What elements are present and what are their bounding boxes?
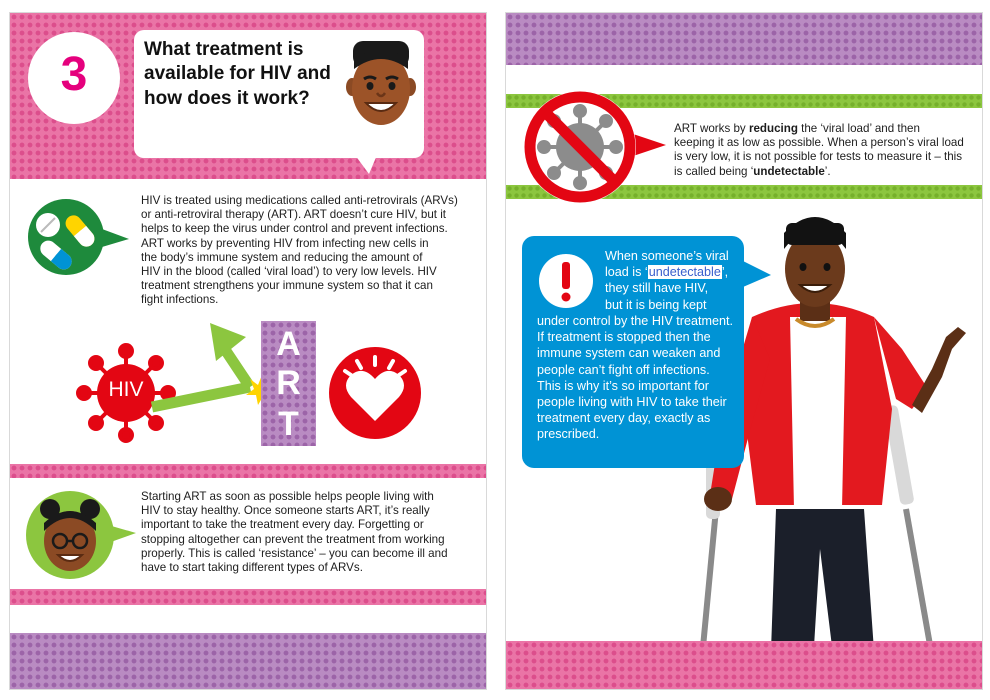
heart-icon [327,345,423,441]
resistance-text: Starting ART as soon as possible helps people living with HIV to stay healthy. Once someone starts ART, it’s really important to take the treatment every day. Forgetting or stopping altogether can prevent the treatment from working properly. This is called ‘resistance’ – you can become ill and have to start taking different types of ARVs. [141,490,448,575]
no-virus-icon [518,89,668,205]
boy-face-icon [344,35,418,133]
viral-load-text: ART works by reducing the ‘viral load’ and then keeping it as low as possible. When a person’s viral load is very low, it is not possible for tests to measure it – this is called being ‘undetectable’. [674,122,964,178]
divider-band-1 [10,464,486,478]
title-line-3: how does it work? [144,88,310,109]
bubble-text-top: When someone’s viral load is ‘undetectable’, they still have HIV, but it is being kept [605,249,729,312]
art-letter-a: A [276,325,301,363]
art-letter-r: R [276,364,301,402]
section-number: 3 [60,48,88,101]
footer-band [506,641,982,689]
bubble-text-bottom: under control by the HIV treatment. If treatment is stopped then the immune system can weaken and people can’t fight off infections. This is why it’s so important for people living with HIV to take their treatment every day, exactly as prescribed. [537,314,734,442]
number-circle [28,32,120,124]
art-column [261,321,316,446]
intro-text: HIV is treated using medications called anti-retrovirals (ARVs) or anti-retroviral therapy (ART). ART doesn’t cure HIV, but it helps to keep the virus under control and prevent infections. ART works by preventing HIV from infecting new cells in the body’s immune system and reducing the amount of HIV in the blood (called ‘viral load’) to very low levels. HIV treatment strengthens your immune system so that it can fight infections. [141,194,458,307]
girl-face-icon [24,487,144,583]
title-line-2: available for HIV and [144,63,331,84]
pills-icon [24,199,136,279]
divider-band-2 [10,589,486,605]
title-line-1: What treatment is [144,39,304,60]
hiv-label: HIV [108,378,144,401]
header-band [506,13,982,65]
exclamation-icon [538,253,594,309]
footer-band [10,633,486,689]
right-page [505,12,983,690]
art-letter-t: T [278,405,299,443]
left-page [9,12,487,690]
